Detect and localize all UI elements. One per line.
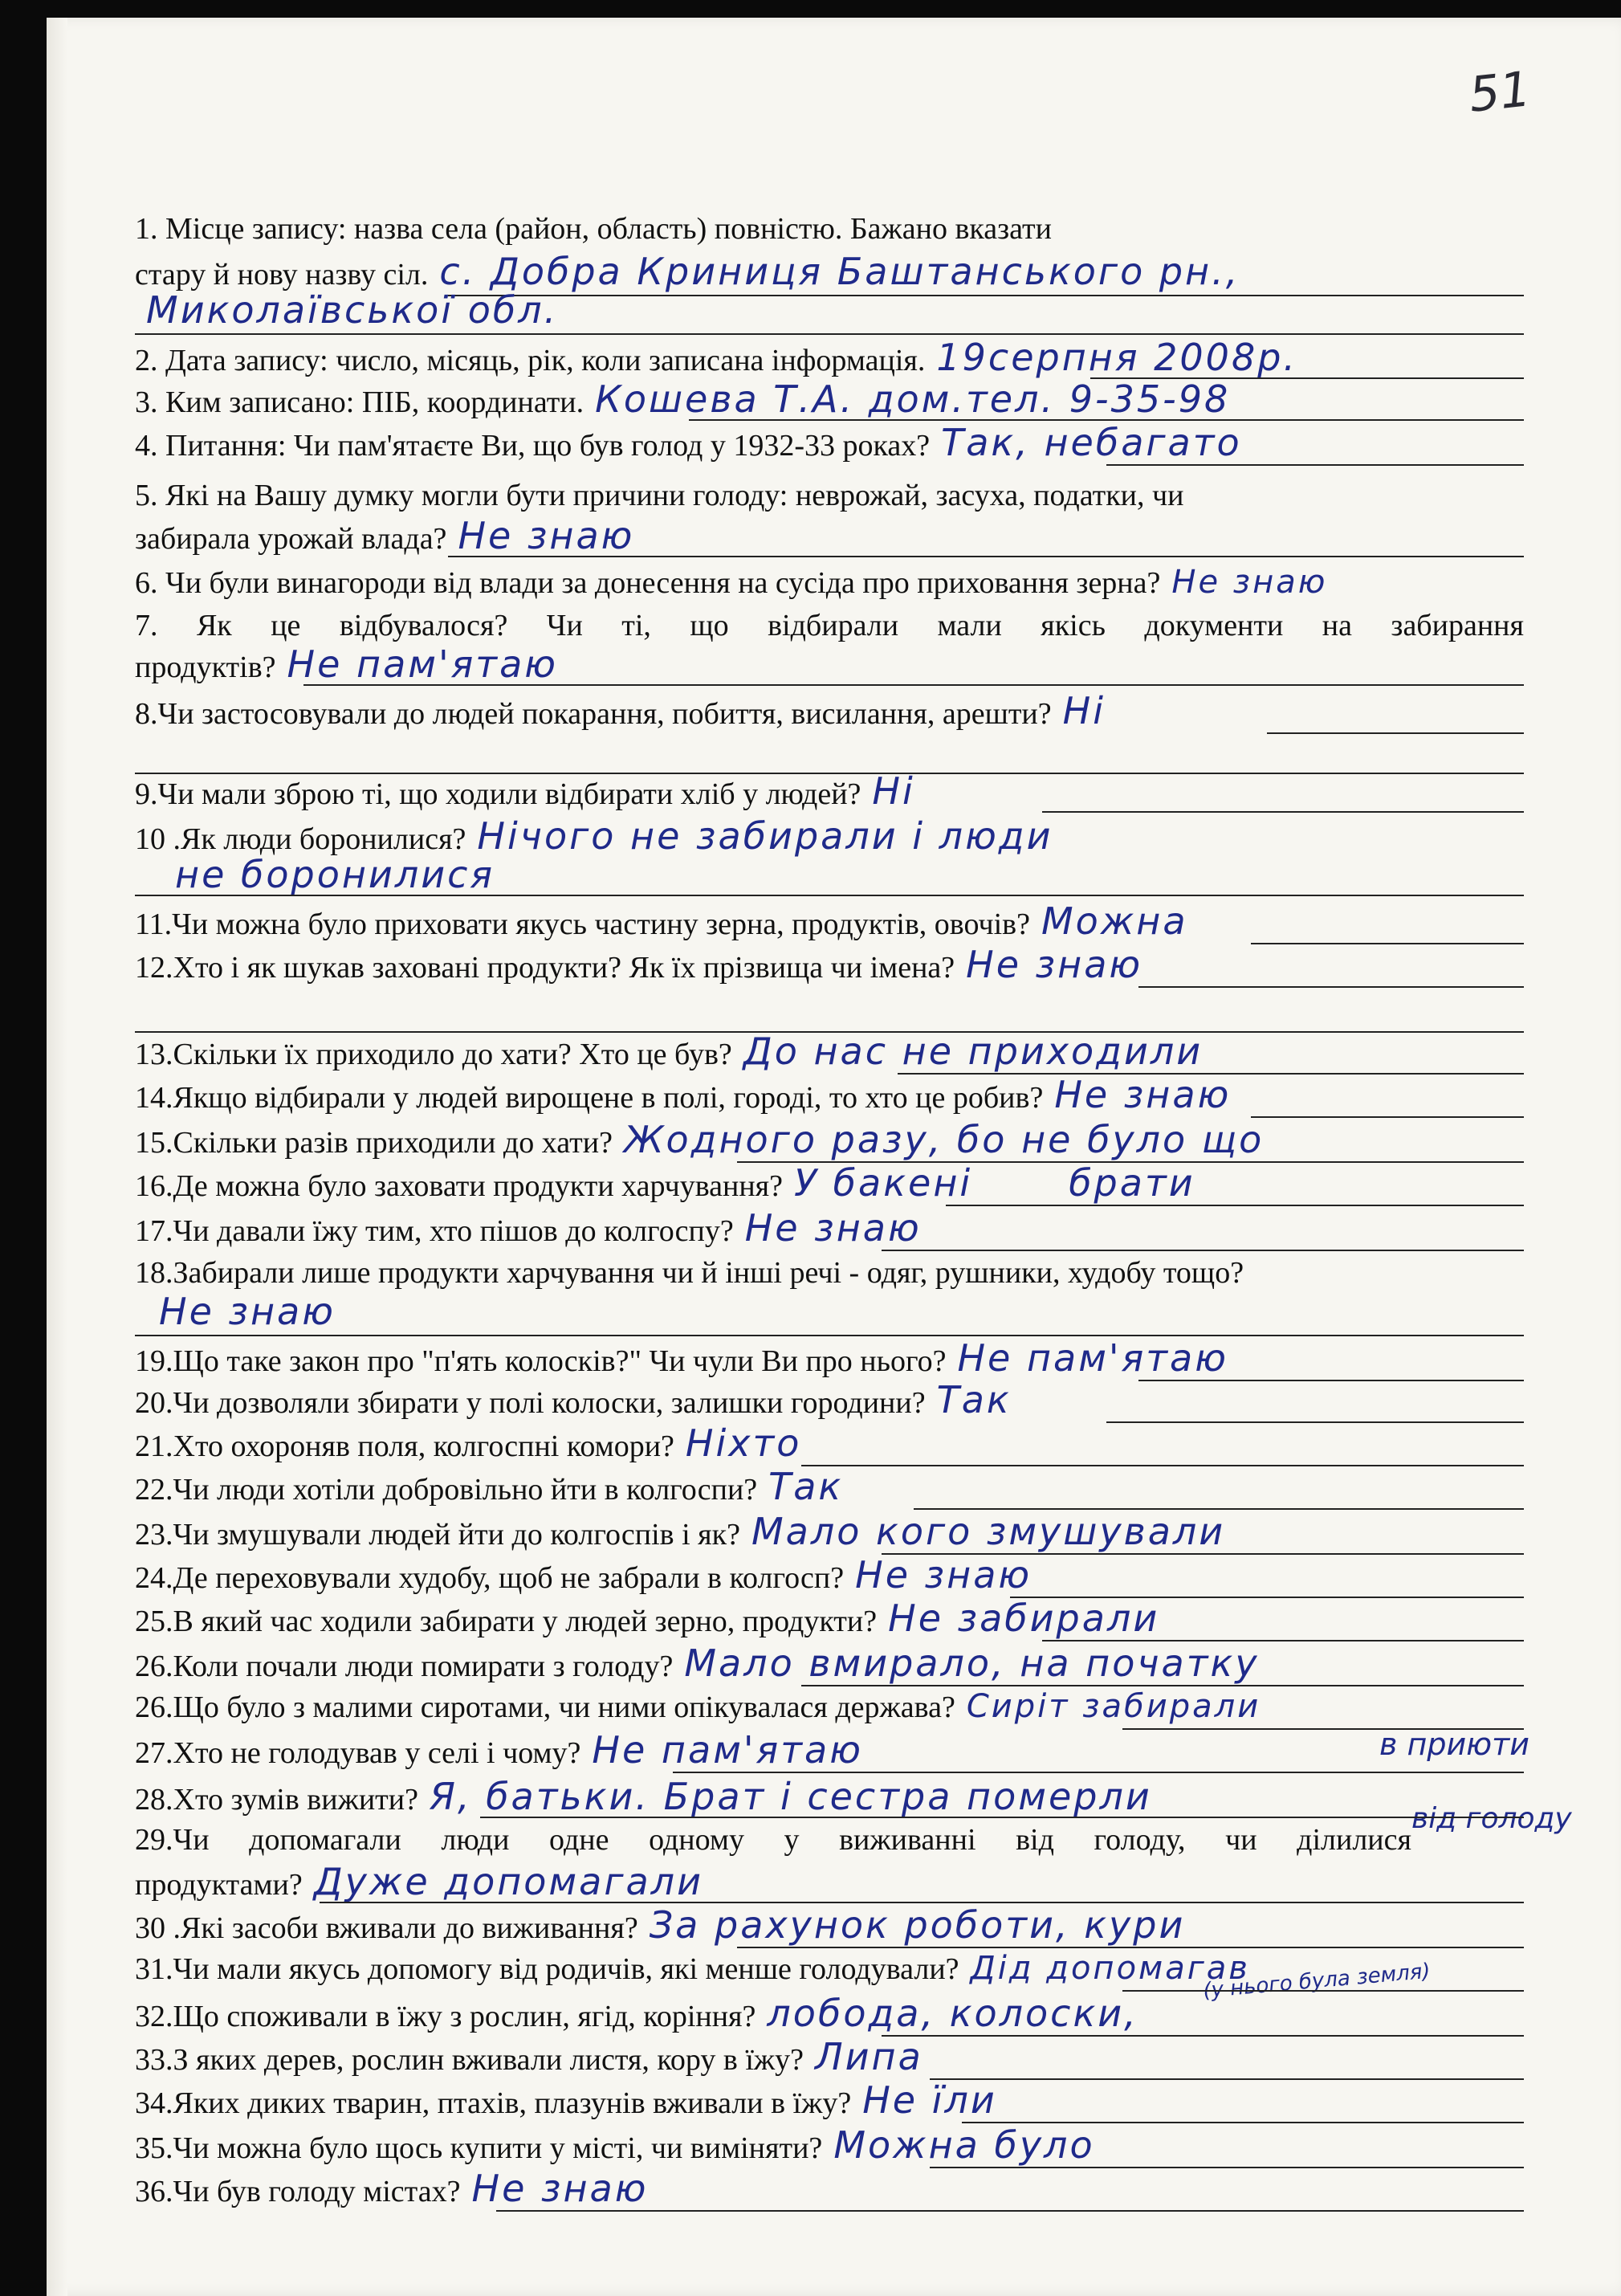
question-14: [135, 1073, 1524, 1116]
answer-1-line2: [135, 288, 1524, 332]
answer-23: Мало кого змушували: [751, 1510, 1226, 1553]
question-19: [135, 1336, 1524, 1380]
answer-20: Так: [936, 1378, 1012, 1421]
question-text: 16.Де можна було заховати продукти харчування?: [135, 1169, 784, 1203]
answer-21: Ніхто: [685, 1421, 802, 1465]
answer-12: Не знаю: [966, 943, 1143, 986]
question-22: [135, 1465, 1524, 1508]
answer-line: [1122, 1990, 1524, 1992]
question-27: [135, 1728, 1524, 1772]
answer-line: [737, 1947, 1524, 1948]
answer-line: [1042, 1640, 1524, 1641]
answer-1-continued: Миколаївської обл.: [146, 288, 559, 332]
question-30: [135, 1903, 1524, 1947]
question-text: продуктів?: [135, 650, 276, 684]
answer-27: Не пам'ятаю: [592, 1728, 863, 1772]
answer-line: [1251, 1116, 1524, 1118]
answer-line: [1090, 377, 1524, 379]
question-29: [135, 1821, 1411, 1858]
answer-15-continued: брати: [1069, 1161, 1195, 1205]
question-text: 28.Хто зумів вижити?: [135, 1783, 418, 1817]
answer-6: Не знаю: [1171, 564, 1328, 601]
question-text: 7. Як це відбувалося? Чи ті, що відбирали мали якісь документи на забирання: [135, 609, 1524, 642]
question-1-line2: [135, 250, 1524, 293]
question-5-line2: [135, 514, 1524, 557]
question-text: 11.Чи можна було приховати якусь частину зерна, продуктів, овочів?: [135, 907, 1030, 941]
question-text: 6. Чи були винагороди від влади за донесення на сусіда про приховання зерна?: [135, 566, 1161, 600]
answer-line: [737, 1161, 1524, 1163]
answer-34: Не їли: [862, 2078, 997, 2122]
question-text: 25.В який час ходили забирати у людей зерно, продукти?: [135, 1605, 878, 1638]
question-text: стару й нову назву сіл.: [135, 258, 429, 292]
question-36: [135, 2167, 1524, 2210]
answer-1: с. Добра Криниця Баштанського рн.,: [439, 250, 1240, 293]
answer-line: [882, 2035, 1524, 2037]
question-26: [135, 1641, 1524, 1685]
question-text: 10 .Як люди боронилися?: [135, 822, 466, 856]
question-5: [135, 477, 1524, 514]
answer-8: Ні: [1062, 689, 1106, 732]
answer-line: [1042, 811, 1524, 813]
answer-10-line2: [135, 853, 1524, 896]
answer-31: Дід допомагав: [970, 1950, 1250, 1987]
answer-16: У бакені: [794, 1161, 973, 1205]
answer-33: Липа: [815, 2035, 923, 2078]
question-text: 26.Коли почали люди помирати з голоду?: [135, 1650, 674, 1683]
answer-28-continued: від голоду: [1411, 1802, 1572, 1835]
answer-25: Не забирали: [888, 1597, 1160, 1640]
question-text: 5. Які на Вашу думку могли бути причини голоду: неврожай, засуха, податки, чи: [135, 479, 1184, 512]
question-text: 21.Хто охороняв поля, колгоспні комори?: [135, 1429, 674, 1463]
answer-line: [1106, 464, 1524, 466]
question-9: [135, 769, 1524, 813]
question-34: [135, 2078, 1524, 2122]
question-text: 14.Якщо відбирали у людей вирощене в полі, городі, то хто це робив?: [135, 1081, 1044, 1115]
question-3: [135, 377, 1524, 421]
answer-24: Не знаю: [855, 1553, 1032, 1597]
question-text: 22.Чи люди хотіли добровільно йти в колгоспи?: [135, 1473, 758, 1507]
question-text: 35.Чи можна було щось купити у місті, чи виміняти?: [135, 2131, 823, 2165]
question-text: 18.Забирали лише продукти харчування чи й інші речі - одяг, рушники, худобу тощо?: [135, 1256, 1244, 1290]
handwritten-page-number: 51: [1466, 61, 1533, 124]
question-15: [135, 1118, 1524, 1161]
answer-line: [1138, 986, 1524, 988]
question-text: забирала урожай влада?: [135, 522, 447, 556]
answer-line: [1138, 1380, 1524, 1381]
answer-line: [946, 1205, 1524, 1206]
question-text: 9.Чи мали зброю ті, що ходили відбирати хліб у людей?: [135, 777, 861, 811]
answer-line: [496, 2210, 1524, 2212]
answer-17: Не знаю: [744, 1206, 922, 1250]
answer-26: Мало вмирало, на початку: [684, 1641, 1260, 1685]
question-text: 1. Місце запису: назва села (район, область) повністю. Бажано вказати: [135, 212, 1053, 246]
question-4: [135, 421, 1524, 464]
questionnaire-page: [47, 18, 1621, 2296]
question-text: 4. Питання: Чи пам'ятаєте Ви, що був голод у 1932-33 роках?: [135, 429, 931, 463]
question-text: 15.Скільки разів приходили до хати?: [135, 1126, 613, 1160]
answer-4: Так, небагато: [941, 421, 1242, 464]
answer-7: Не пам'ятаю: [287, 642, 559, 686]
answer-2: 19серпня 2008р.: [936, 336, 1298, 379]
answer-32: лобода, колоски,: [767, 1992, 1138, 2035]
answer-18-line: [135, 1290, 1524, 1333]
answer-line: [801, 1685, 1524, 1686]
question-16: [135, 1161, 1524, 1205]
answer-line: [480, 1817, 1524, 1818]
question-13: [135, 1030, 1524, 1073]
question-7: [135, 607, 1524, 644]
question-26b: [135, 1688, 1524, 1726]
question-text: 12.Хто і як шукав заховані продукти? Як їх прізвища чи імена?: [135, 951, 955, 985]
answer-28: Я, батьки. Брат і сестра померли: [429, 1775, 1152, 1818]
answer-35: Можна було: [833, 2123, 1095, 2167]
question-text: 32.Що споживали в їжу з рослин, ягід, коріння?: [135, 2000, 756, 2033]
answer-line: [882, 1250, 1524, 1251]
answer-line: [448, 556, 1524, 557]
question-17: [135, 1206, 1524, 1250]
answer-line: [1251, 943, 1524, 944]
question-7-line2: [135, 642, 1524, 686]
question-text: 33.З яких дерев, рослин вживали листя, кору в їжу?: [135, 2043, 804, 2077]
question-29-line2: [135, 1860, 1524, 1903]
answer-line: [135, 895, 1524, 896]
answer-line: [1010, 1597, 1524, 1598]
question-text: 26.Що було з малими сиротами, чи ними опікувалася держава?: [135, 1690, 955, 1724]
question-text: 8.Чи застосовували до людей покарання, побиття, висилання, арешти?: [135, 697, 1052, 731]
answer-line: [1122, 1728, 1524, 1730]
question-text: 19.Що таке закон про "п'ять колосків?" Чи чули Ви про нього?: [135, 1344, 947, 1378]
question-text: 36.Чи був голоду містах?: [135, 2175, 461, 2208]
answer-14: Не знаю: [1054, 1073, 1232, 1116]
answer-22: Так: [768, 1465, 844, 1508]
question-text: 23.Чи змушували людей йти до колгоспів і як?: [135, 1518, 740, 1552]
answer-29: Дуже допомагали: [313, 1860, 703, 1903]
answer-31-note: (у нього була земля): [1202, 1959, 1432, 2004]
answer-line: [135, 333, 1524, 335]
answer-19: Не пам'ятаю: [957, 1336, 1228, 1380]
question-18: [135, 1254, 1524, 1291]
answer-line: [303, 684, 1524, 686]
question-11: [135, 899, 1524, 943]
answer-line: [962, 2122, 1524, 2123]
answer-13: До нас не приходили: [743, 1030, 1204, 1073]
answer-5: Не знаю: [458, 514, 635, 557]
answer-30: За рахунок роботи, кури: [649, 1903, 1186, 1947]
question-text: 34.Яких диких тварин, птахів, плазунів вживали в їжу?: [135, 2086, 852, 2120]
question-10: [135, 814, 1524, 858]
answer-15: Жодного разу, бо не було що: [623, 1118, 1265, 1161]
answer-line: [801, 1465, 1524, 1466]
answer-line: [673, 1772, 1524, 1773]
question-8: [135, 689, 1524, 732]
question-text: продуктами?: [135, 1868, 303, 1902]
answer-36: Не знаю: [471, 2167, 649, 2210]
question-33: [135, 2035, 1524, 2078]
question-text: 13.Скільки їх приходило до хати? Хто це був?: [135, 1038, 732, 1071]
answer-line: [135, 1335, 1524, 1336]
answer-3: Кошева Т.А. дом.тел. 9-35-98: [595, 377, 1231, 421]
question-28: [135, 1775, 1524, 1818]
question-text: 3. Ким записано: ПІБ, координати.: [135, 385, 584, 419]
question-text: 24.Де переховували худобу, щоб не забрали в колгосп?: [135, 1561, 845, 1595]
answer-line: [1106, 1421, 1524, 1423]
question-text: 20.Чи дозволяли збирати у полі колоски, залишки городини?: [135, 1386, 926, 1420]
question-23: [135, 1510, 1524, 1553]
question-21: [135, 1421, 1524, 1465]
question-text: 29.Чи допомагали люди одне одному у виживанні від голоду, чи ділилися: [135, 1823, 1411, 1857]
answer-11: Можна: [1041, 899, 1188, 943]
question-text: 31.Чи мали якусь допомогу від родичів, які менше голодували?: [135, 1952, 959, 1986]
answer-18: Не знаю: [159, 1290, 336, 1333]
answer-line: [898, 1073, 1524, 1075]
answer-line: [914, 1508, 1524, 1510]
question-2: [135, 336, 1524, 379]
answer-line: [882, 1553, 1524, 1555]
answer-10: Нічого не забирали і люди: [477, 814, 1053, 858]
answer-26b-continued: в приюти: [1379, 1727, 1529, 1762]
page-gutter-shadow: [47, 18, 67, 2296]
answer-line: [930, 2167, 1524, 2168]
question-24: [135, 1553, 1524, 1597]
answer-26b: Сиріт забирали: [966, 1688, 1261, 1725]
question-6: [135, 564, 1524, 602]
question-text: 27.Хто не голодував у селі і чому?: [135, 1736, 581, 1770]
question-1: [135, 210, 1524, 247]
question-text: 30 .Які засоби вживали до виживання?: [135, 1911, 638, 1945]
question-text: 2. Дата запису: число, місяць, рік, коли записана інформація.: [135, 344, 926, 377]
answer-line: [930, 2078, 1524, 2080]
answer-line: [689, 419, 1524, 421]
question-text: 17.Чи давали їжу тим, хто пішов до колгоспу?: [135, 1214, 734, 1248]
question-32: [135, 1992, 1524, 2035]
question-20: [135, 1378, 1524, 1421]
question-35: [135, 2123, 1524, 2167]
answer-9: Ні: [872, 769, 915, 813]
answer-10-continued: не боронилися: [175, 853, 495, 896]
question-12: [135, 943, 1524, 986]
answer-line: [1267, 732, 1524, 734]
question-25: [135, 1597, 1524, 1640]
